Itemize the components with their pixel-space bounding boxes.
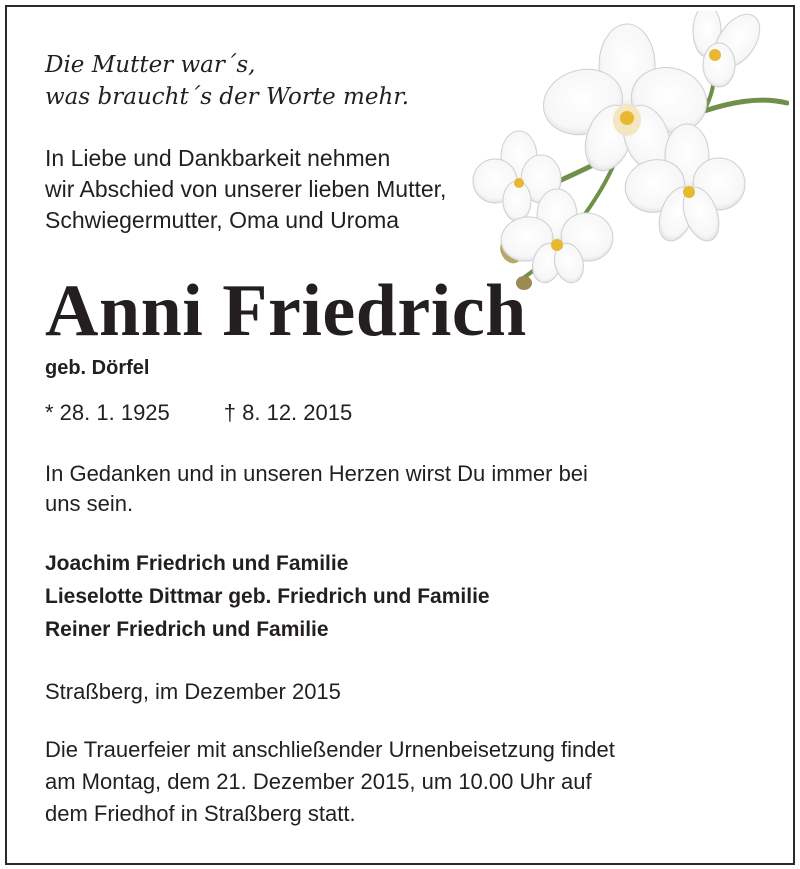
mourners-list [45, 547, 490, 646]
orchid-image [469, 11, 789, 291]
place-date: Straßberg, im Dezember 2015 [45, 679, 341, 704]
verse-line-1: Die Mutter war´s, [45, 52, 256, 78]
intro-text [45, 143, 446, 236]
life-dates [45, 398, 352, 428]
verse [45, 49, 409, 113]
remembrance-line-1: In Gedanken und in unseren Herzen wirst Du immer bei [45, 461, 588, 486]
service-line-2: am Montag, dem 21. Dezember 2015, um 10.00 Uhr auf [45, 769, 592, 794]
service-line-3: dem Friedhof in Straßberg statt. [45, 801, 356, 826]
mourner-1: Joachim Friedrich und Familie [45, 552, 349, 575]
death-date: † 8. 12. 2015 [223, 400, 353, 425]
remembrance-text [45, 459, 745, 519]
birth-date: * 28. 1. 1925 [45, 400, 170, 425]
maiden-name: geb. Dörfel [45, 357, 150, 379]
deceased-name: Anni Friedrich [45, 270, 527, 352]
service-info [45, 734, 765, 830]
intro-line-2: wir Abschied von unserer lieben Mutter, [45, 176, 447, 202]
verse-line-2: was braucht´s der Worte mehr. [45, 84, 410, 110]
service-line-1: Die Trauerfeier mit anschließender Urnenbeisetzung findet [45, 737, 615, 762]
mourner-3: Reiner Friedrich und Familie [45, 618, 329, 641]
intro-line-1: In Liebe und Dankbarkeit nehmen [45, 145, 391, 171]
obituary-card [5, 5, 795, 865]
remembrance-line-2: uns sein. [45, 491, 134, 516]
mourner-2: Lieselotte Dittmar geb. Friedrich und Familie [45, 585, 490, 608]
intro-line-3: Schwiegermutter, Oma und Uroma [45, 207, 400, 233]
